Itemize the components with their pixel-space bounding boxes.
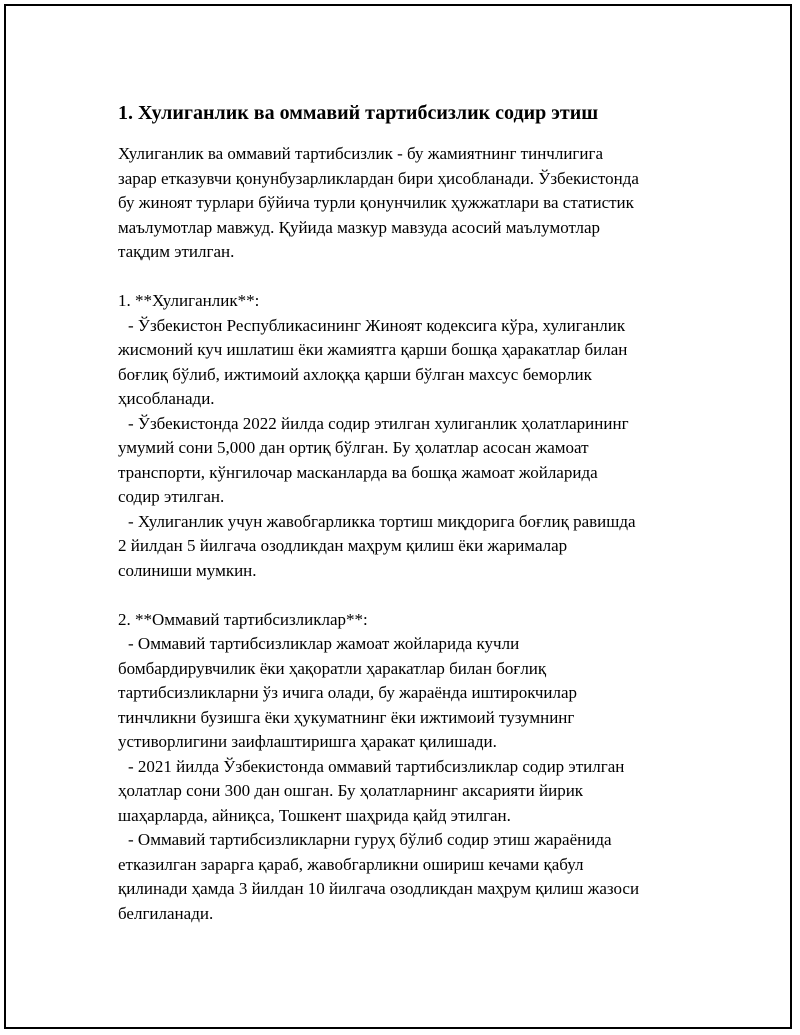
section-hooliganism xyxy=(118,289,698,583)
text-line: Хулиганлик ва оммавий тартибсизлик - бу жамиятнинг тинчлигига xyxy=(118,144,604,163)
bullet-line: - 2021 йилда Ўзбекистонда оммавий тартибсизликлар содир этилган xyxy=(128,756,625,776)
bullet-line: - Хулиганлик учун жавобгарликка тортиш миқдорига боғлиқ равишда xyxy=(128,511,636,531)
text-line: етказилган зарарга қараб, жавобгарликни ошириш кечами қабул xyxy=(118,854,584,874)
bullet-line: - Ўзбекистон Республикасининг Жиноят кодексига кўра, хулиганлик xyxy=(128,315,626,335)
text-line: белгиланади. xyxy=(118,903,214,923)
intro-paragraph xyxy=(118,142,698,265)
document-content xyxy=(118,100,698,926)
section-heading: 2. **Оммавий тартибсизликлар**: xyxy=(118,609,368,629)
document-title: 1. Хулиганлик ва оммавий тартибсизлик содир этиш xyxy=(118,102,599,124)
bullet-line: - Ўзбекистонда 2022 йилда содир этилган хулиганлик ҳолатларининг xyxy=(128,413,629,433)
text-line: устиворлигини заифлаштиришга ҳаракат қилишади. xyxy=(118,732,497,751)
bullet-line: - Оммавий тартибсизликлар жамоат жойларида кучли xyxy=(128,634,520,653)
document-page xyxy=(4,4,792,1029)
section-heading: 1. **Хулиганлик**: xyxy=(118,291,260,310)
spacer xyxy=(118,265,698,290)
text-line: тақдим этилган. xyxy=(118,242,235,261)
text-line: 2 йилдан 5 йилгача озодликдан маҳрум қилиш ёки жарималар xyxy=(118,536,568,555)
text-line: тинчликни бузишга ёки ҳукуматнинг ёки ижтимоий тузумнинг xyxy=(118,707,575,727)
text-line: бомбардирувчилик ёки ҳақоратли ҳаракатлар билан боғлиқ xyxy=(118,658,547,678)
text-line: қилинади ҳамда 3 йилдан 10 йилгача озодликдан маҳрум қилиш жазоси xyxy=(118,879,640,898)
text-line: содир этилган. xyxy=(118,487,225,506)
bullet-line: - Оммавий тартибсизликларни гуруҳ бўлиб содир этиш жараёнида xyxy=(128,830,612,849)
text-line: солиниши мумкин. xyxy=(118,560,257,580)
text-line: умумий сони 5,000 дан ортиқ бўлган. Бу ҳолатлар асосан жамоат xyxy=(118,438,589,457)
text-line: тартибсизликларни ўз ичига олади, бу жараёнда иштирокчилар xyxy=(118,683,577,702)
section-mass-riots xyxy=(118,608,698,927)
spacer xyxy=(118,583,698,608)
text-line: ҳолатлар сони 300 дан ошган. Бу ҳолатларнинг аксарияти йирик xyxy=(118,781,584,800)
text-line: ҳисобланади. xyxy=(118,389,215,408)
text-line: транспорти, кўнгилочар масканларда ва бошқа жамоат жойларида xyxy=(118,462,598,482)
text-line: бу жиноят турлари бўйича турли қонунчилик ҳужжатлари ва статистик xyxy=(118,193,634,212)
text-line: зарар етказувчи қонунбузарликлардан бири ҳисобланади. Ўзбекистонда xyxy=(118,168,639,188)
text-line: маълумотлар мавжуд. Қуйида мазкур мавзуда асосий маълумотлар xyxy=(118,217,601,237)
text-line: жисмоний куч ишлатиш ёки жамиятга қарши бошқа ҳаракатлар билан xyxy=(118,340,628,359)
text-line: боғлиқ бўлиб, ижтимоий ахлоққа қарши бўлган махсус беморлик xyxy=(118,364,592,384)
text-line: шаҳарларда, айниқса, Тошкент шаҳрида қайд этилган. xyxy=(118,805,511,825)
